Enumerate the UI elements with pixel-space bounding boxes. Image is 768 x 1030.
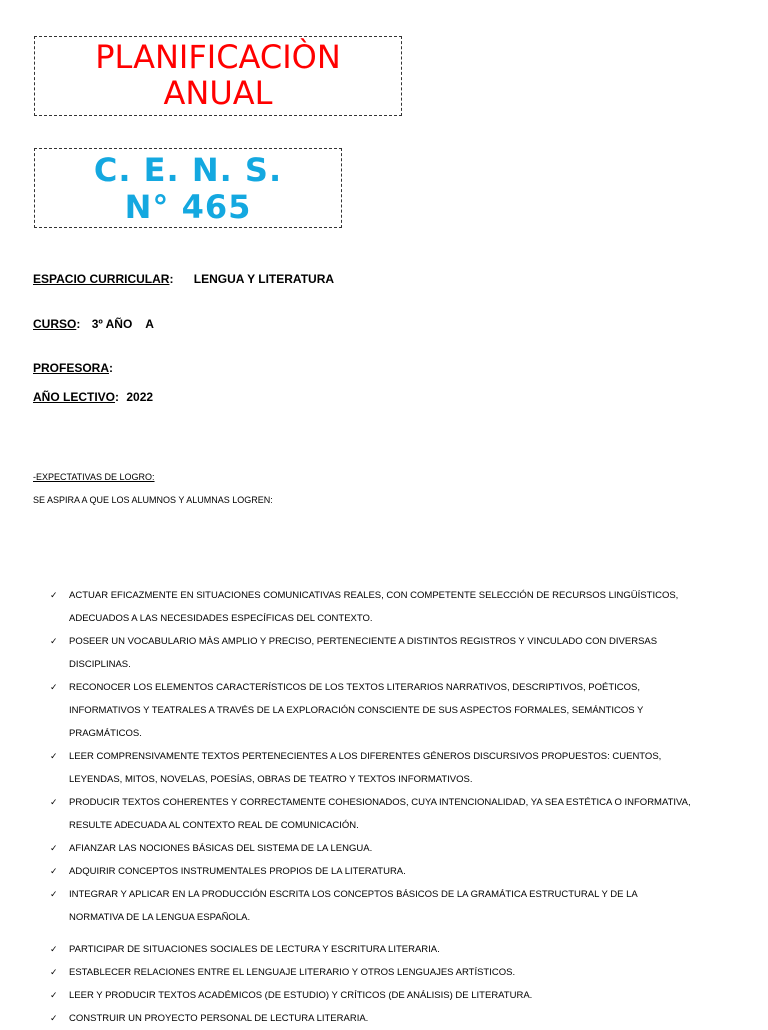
field-anio-sep: :: [115, 390, 120, 404]
goal-item: [50, 745, 740, 791]
check-icon: ✓: [50, 944, 58, 954]
field-espacio-sep: :: [169, 272, 174, 286]
page-title-line2: ANUAL: [163, 74, 273, 112]
goal-text-line-2: NORMATIVA DE LA LENGUA ESPAÑOLA.: [69, 912, 251, 923]
goal-item: [50, 860, 740, 883]
check-icon: ✓: [50, 866, 58, 876]
page-title-line1: PLANIFICACIÒN: [95, 38, 341, 76]
field-profesora: [33, 361, 113, 375]
field-profesora-label: PROFESORA: [33, 361, 110, 375]
goal-item: [50, 676, 740, 745]
goal-item: [50, 984, 740, 1007]
goal-text-line-2: ADECUADOS A LAS NECESIDADES ESPECÍFICAS DEL CONTEXTO.: [69, 613, 373, 624]
goal-text-line-1: RECONOCER LOS ELEMENTOS CARACTERÍSTICOS DE LOS TEXTOS LITERARIOS NARRATIVOS, DESCRIPTIVOS, POÉTICOS,: [69, 682, 640, 693]
school-name: C. E. N. S.: [93, 151, 283, 189]
check-icon: ✓: [50, 967, 58, 977]
goal-text-line-2: INFORMATIVOS Y TEATRALES A TRAVÉS DE LA EXPLORACIÓN CONSCIENTE DE SUS ASPECTOS FORMALES, SEMÁNTICOS Y: [69, 705, 644, 716]
field-espacio-value: LENGUA Y LITERATURA: [193, 272, 335, 286]
goal-text-line-1: LEER Y PRODUCIR TEXTOS ACADÉMICOS (DE ESTUDIO) Y CRÍTICOS (DE ANÁLISIS) DE LITERATURA.: [69, 990, 533, 1001]
goal-text-line-1: POSEER UN VOCABULARIO MÀS AMPLIO Y PRECISO, PERTENECIENTE A DISTINTOS REGISTROS Y VINCULADO CON DIVERSAS: [69, 636, 658, 647]
goal-text-line-1: PARTICIPAR DE SITUACIONES SOCIALES DE LECTURA Y ESCRITURA LITERARIA.: [69, 944, 440, 955]
check-icon: ✓: [50, 889, 58, 899]
field-curso-label: CURSO: [33, 317, 77, 331]
goal-text-line-2: LEYENDAS, MITOS, NOVELAS, POESÍAS, OBRAS DE TEATRO Y TEXTOS INFORMATIVOS.: [69, 774, 473, 785]
goal-item: [50, 584, 740, 630]
goal-item: [50, 1007, 740, 1030]
field-profesora-sep: :: [109, 361, 114, 375]
goal-item: [50, 791, 740, 837]
goal-text-line-1: CONSTRUIR UN PROYECTO PERSONAL DE LECTURA LITERARIA.: [69, 1013, 369, 1024]
check-icon: ✓: [50, 1013, 58, 1023]
goal-text-line-1: PRODUCIR TEXTOS COHERENTES Y CORRECTAMENTE COHESIONADOS, CUYA INTENCIONALIDAD, YA SEA ESTÉTICA O INFORMATIVA,: [69, 797, 691, 808]
title-box: [34, 36, 402, 116]
expectativas-heading: -EXPECTATIVAS DE LOGRO:: [33, 472, 155, 482]
goal-text-line-1: LEER COMPRENSIVAMENTE TEXTOS PERTENECIENTES A LOS DIFERENTES GÉNEROS DISCURSIVOS PROPUESTOS: CUENTOS,: [69, 751, 662, 762]
check-icon: ✓: [50, 682, 58, 692]
field-espacio-label: ESPACIO CURRICULAR: [33, 272, 170, 286]
field-anio-label: AÑO LECTIVO: [33, 390, 116, 404]
goal-text-line-1: ACTUAR EFICAZMENTE EN SITUACIONES COMUNICATIVAS REALES, CON COMPETENTE SELECCIÓN DE RECURSOS LINGÜÍSTICOS,: [69, 590, 679, 601]
goal-text-line-1: ADQUIRIR CONCEPTOS INSTRUMENTALES PROPIOS DE LA LITERATURA.: [69, 866, 406, 877]
check-icon: ✓: [50, 636, 58, 646]
field-curso-sep: :: [76, 317, 81, 331]
goal-text-line-1: INTEGRAR Y APLICAR EN LA PRODUCCIÓN ESCRITA LOS CONCEPTOS BÁSICOS DE LA GRAMÁTICA ESTRUCTURAL Y DE LA: [69, 889, 638, 900]
field-anio: [33, 390, 153, 404]
goal-text-line-2: DISCIPLINAS.: [69, 659, 131, 670]
field-curso: [33, 317, 154, 331]
field-espacio: [33, 272, 334, 286]
goal-text-line-1: ESTABLECER RELACIONES ENTRE EL LENGUAJE LITERARIO Y OTROS LENGUAJES ARTÍSTICOS.: [69, 967, 516, 978]
check-icon: ✓: [50, 751, 58, 761]
check-icon: ✓: [50, 843, 58, 853]
goal-text-line-2: RESULTE ADECUADA AL CONTEXTO REAL DE COMUNICACIÓN.: [69, 820, 359, 831]
expectativas-intro: SE ASPIRA A QUE LOS ALUMNOS Y ALUMNAS LOGREN:: [33, 495, 273, 505]
goal-item: [50, 837, 740, 860]
check-icon: ✓: [50, 990, 58, 1000]
goal-text-line-3: PRAGMÁTICOS.: [69, 728, 142, 739]
check-icon: ✓: [50, 797, 58, 807]
field-anio-value: 2022: [126, 390, 154, 404]
goals-list: [50, 584, 740, 1030]
school-box: [34, 148, 342, 228]
goal-item: [50, 961, 740, 984]
goal-text-line-1: AFIANZAR LAS NOCIONES BÁSICAS DEL SISTEMA DE LA LENGUA.: [69, 843, 373, 854]
field-curso-value: 3º AÑO A: [91, 317, 154, 331]
goal-item: [50, 883, 740, 929]
goal-item: [50, 630, 740, 676]
school-number: N° 465: [124, 188, 252, 226]
check-icon: ✓: [50, 590, 58, 600]
goal-item: [50, 938, 740, 961]
